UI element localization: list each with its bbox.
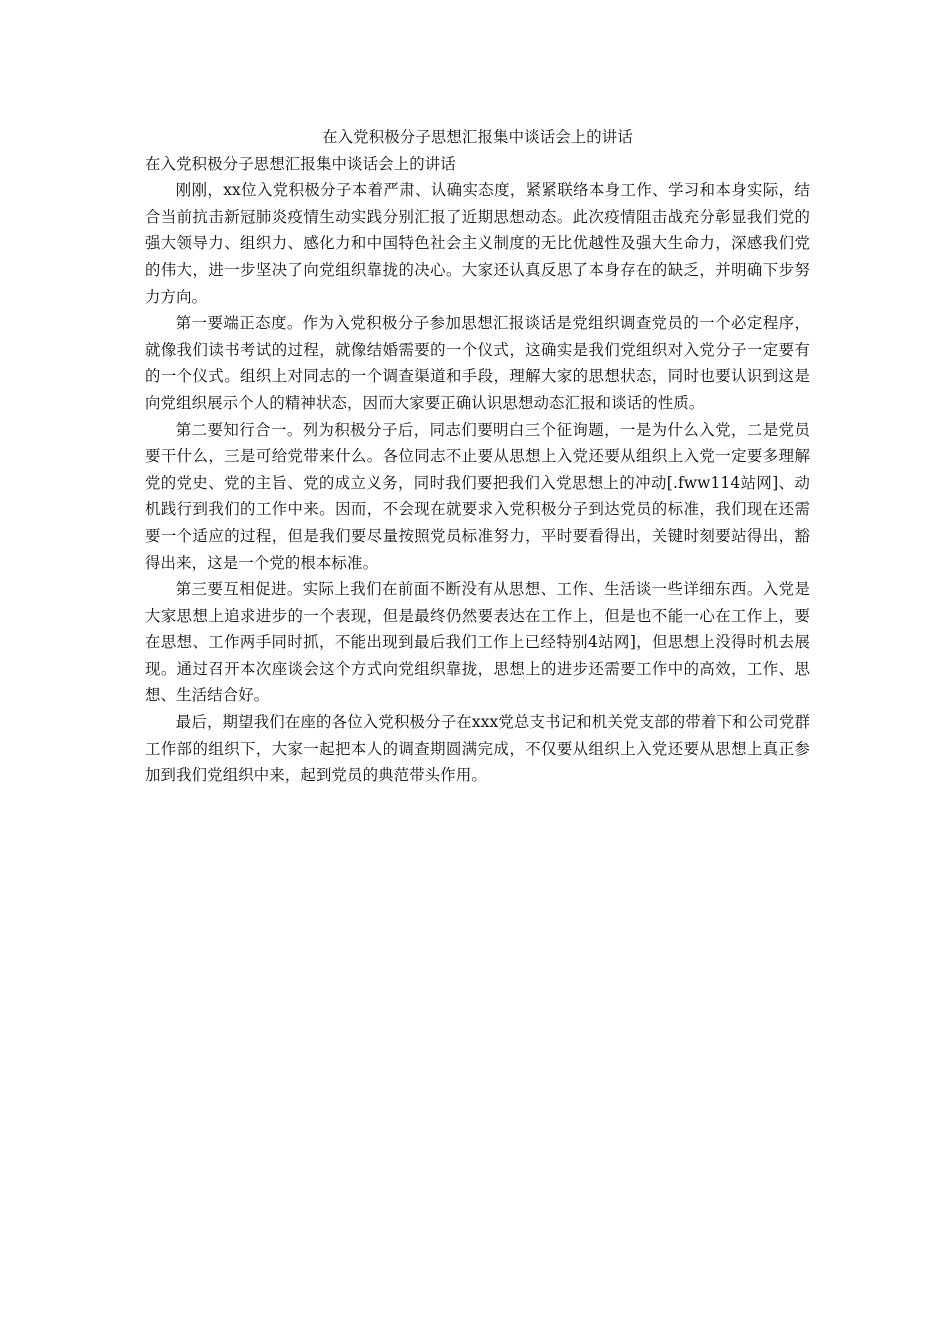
document-title: 在入党积极分子思想汇报集中谈话会上的讲话 (322, 128, 633, 146)
paragraph-intro: 刚刚，xx位入党积极分子本着严肃、认确实态度，紧紧联络本身工作、学习和本身实际，结合当前抗击新冠肺炎疫情生动实践分别汇报了近期思想动态。此次疫情阻击战充分彰显我们党的强大领导力、组织力、感化力和中国特色社会主义制度的无比优越性及强大生命力，深感我们党的伟大，进一步坚决了向党组织靠拢的决心。大家还认真反思了本身存在的缺乏，并明确下步努力方向。 (145, 181, 810, 306)
paragraph-attitude: 第一要端正态度。作为入党积极分子参加思想汇报谈话是党组织调查党员的一个必定程序，就像我们读书考试的过程，就像结婚需要的一个仪式，这确实是我们党组织对入党分子一定要有的一个仪式。组织上对同志的一个调查渠道和手段，理解大家的思想状态，同时也要认识到这是向党组织展示个人的精神状态，因而大家要正确认识思想动态汇报和谈话的性质。 (145, 314, 810, 412)
document-subtitle: 在入党积极分子思想汇报集中谈话会上的讲话 (145, 154, 456, 173)
paragraph-unity: 第二要知行合一。列为积极分子后，同志们要明白三个征询题，一是为什么入党，二是党员要干什么，三是可给党带来什么。各位同志不止要从思想上入党还要从组织上入党一定要多理解党的党史、党的主旨、党的成立义务，同时我们要把我们入党思想上的冲动[.fww114站网]、动机践行到我们的工作中来。因而，不会现在就要求入党积极分子到达党员的标准，我们现在还需要一个适应的过程，但是我们要尽量按照党员标准努力，平时要看得出，关键时刻要站得出，豁得出来，这是一个党的根本标准。 (145, 420, 810, 572)
document-page (145, 124, 810, 789)
paragraph-closing: 最后，期望我们在座的各位入党积极分子在xxx党总支书记和机关党支部的带着下和公司党群工作部的组织下，大家一起把本人的调查期圆满完成，不仅要从组织上入党还要从思想上真正参加到我们党组织中来，起到党员的典范带头作用。 (145, 713, 810, 785)
paragraph-mutual-promotion: 第三要互相促进。实际上我们在前面不断没有从思想、工作、生活谈一些详细东西。入党是大家思想上追求进步的一个表现，但是最终仍然要表达在工作上，但是也不能一心在工作上，要在思想、工作两手同时抓，不能出现到最后我们工作上已经特别4站网]，但思想上没得时机去展现。通过召开本次座谈会这个方式向党组织靠拢，思想上的进步还需要工作中的高效，工作、思想、生活结合好。 (145, 580, 810, 705)
